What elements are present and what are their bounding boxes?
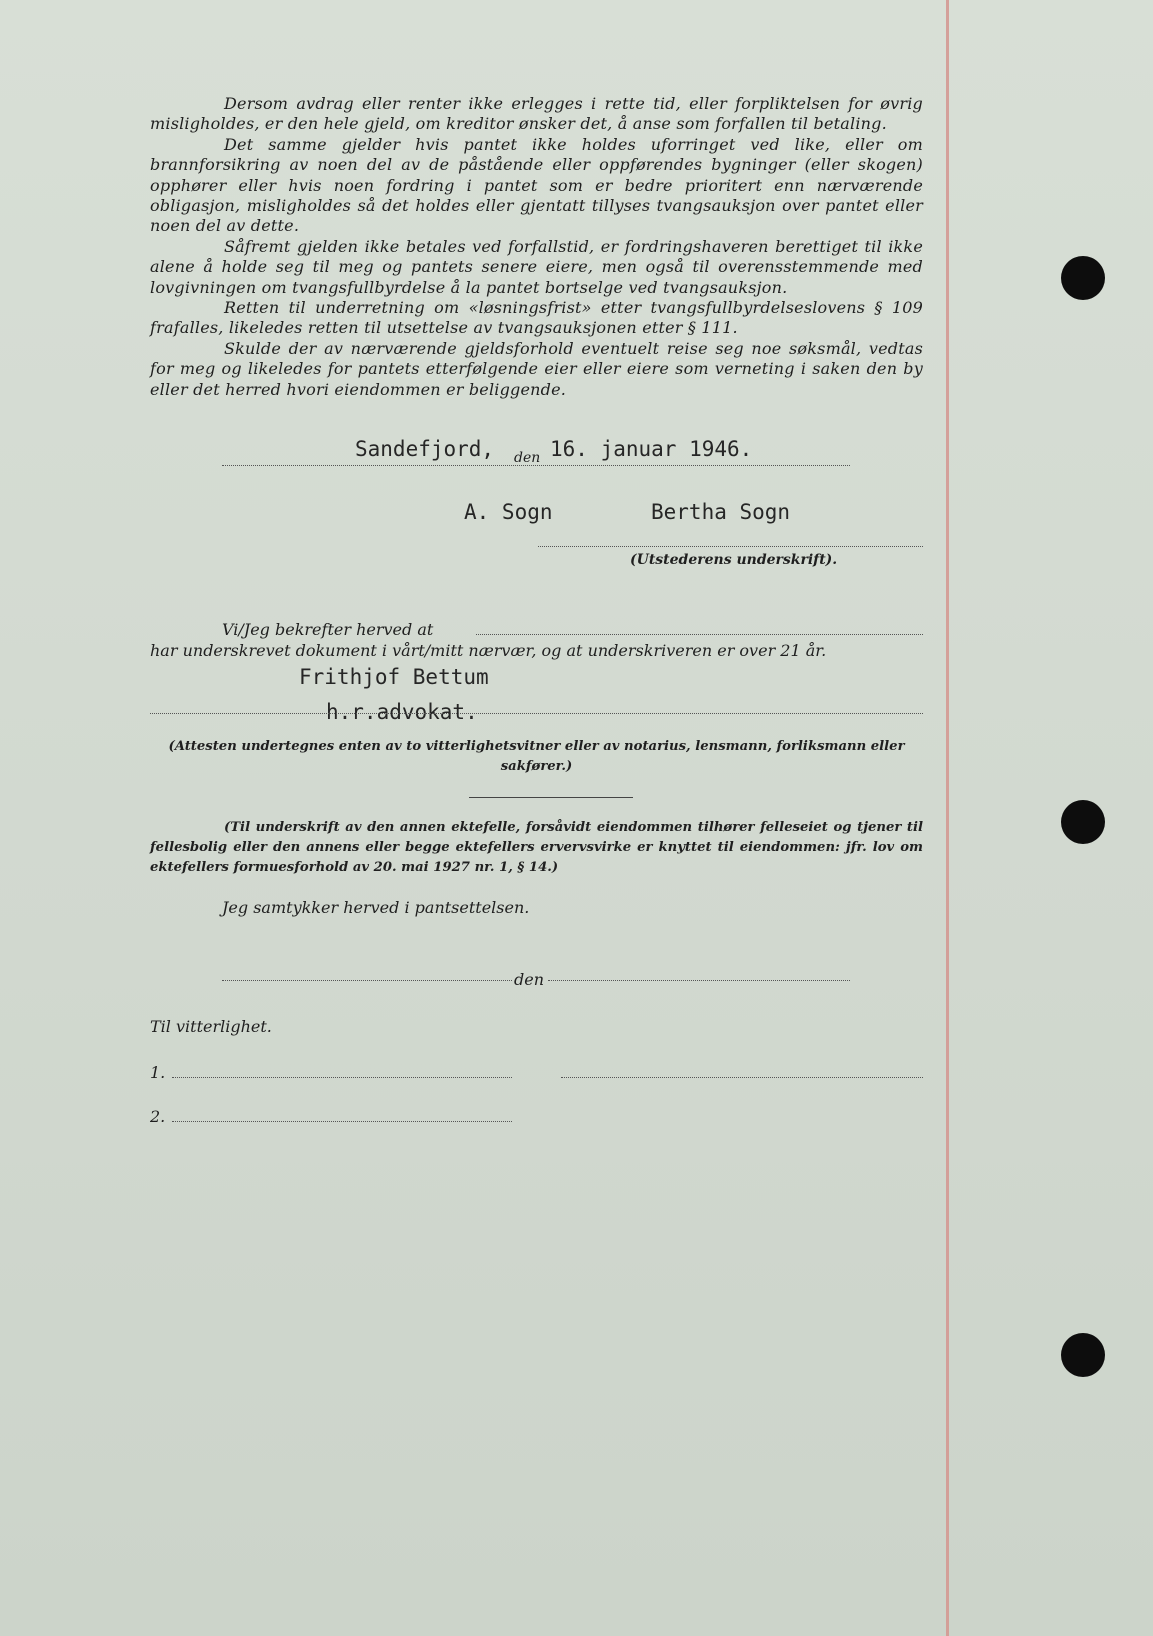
spouse-note [150, 818, 923, 878]
witness-statement: har underskrevet dokument i vårt/mitt nærvær, og at underskriveren er over 21 år. [150, 641, 827, 660]
witnesses-label: Til vitterlighet. [150, 1017, 272, 1036]
punch-hole-icon [1061, 1333, 1105, 1377]
spouse-note-text: (Til underskrift av den annen ektefelle, forsåvidt eiendommen tilhører felleseiet og tjener til fellesbolig eller den annens eller begge ektefellers ervervsvirke er knyttet til eiendommen: jfr. lov om ektefellers formuesforhold av 20. mai 1927 nr. 1, § 14.) [150, 820, 923, 875]
witness-signature-line [150, 713, 923, 714]
spouse-place-line [222, 980, 512, 981]
witness-1-line-right [561, 1077, 923, 1078]
attestation-note: (Attesten undertegnes enten av to vitterlighetsvitner eller av notarius, lensmann, forliksmann eller sakfører.) [168, 739, 905, 774]
witness-2-line [172, 1121, 512, 1122]
signature-line [538, 546, 923, 547]
witness-1-line [172, 1077, 512, 1078]
witness-name-line [476, 634, 923, 635]
witness-name: Frithjof Bettum [299, 665, 489, 689]
clause-redemption: Retten til underretning om «løsningsfrist» etter tvangsfullbyrdelseslovens § 109 frafalles, likeledes retten til utsettelse av tvangsauksjonen etter § 111. [150, 298, 923, 338]
section-divider [469, 797, 633, 798]
punch-hole-icon [1061, 800, 1105, 844]
clause-default: Dersom avdrag eller renter ikke erlegges i rette tid, eller forpliktelsen for øvrig misligholdes, er den hele gjeld, om kreditor ønsker det, å anse som forfallen til betaling. [150, 94, 923, 134]
den-label: den [514, 450, 541, 466]
issue-date: 16. januar 1946. [550, 437, 753, 461]
date-line [222, 465, 850, 466]
place-name: Sandefjord, [355, 437, 495, 461]
witness-statement-start: Vi/Jeg bekrefter herved at [222, 620, 434, 639]
witness-number-2: 2. [150, 1107, 166, 1126]
mortgage-clauses [150, 94, 923, 400]
clause-venue: Skulde der av nærværende gjeldsforhold eventuelt reise seg noe søksmål, vedtas for meg og likeledes for pantets etterfølgende eier eller eiere som verneting i saken den by eller det herred hvori eiendommen er beliggende. [150, 338, 923, 399]
spouse-date-line [548, 980, 850, 981]
issuer-signature-label: (Utstederens underskrift). [630, 552, 838, 568]
red-margin-line [946, 0, 949, 1636]
witness-title: h.r.advokat. [326, 700, 478, 724]
clause-foreclosure: Såfremt gjelden ikke betales ved forfallstid, er fordringshaveren berettiget til ikke alene å holde seg til meg og pantets senere eiere, men også til overensstemmende med lovgivningen om tvangsfullbyrdelse å la pantet bortselge ved tvangsauksjon. [150, 236, 923, 297]
spouse-den-label: den [514, 970, 545, 989]
witness-number-1: 1. [150, 1063, 166, 1082]
punch-hole-icon [1061, 256, 1105, 300]
signer-2-name: Bertha Sogn [651, 500, 791, 524]
clause-fire-insurance: Det samme gjelder hvis pantet ikke holdes uforringet ved like, eller om brannforsikring av noen del av de påstående eller oppførendes bygninger (eller skogen) opphører eller hvis noen fordring i pantet som er bedre prioritert enn nærværende obligasjon, misligholdes så det holdes eller gjentatt tillyses tvangsauksjon over pantet eller noen del av dette. [150, 134, 923, 236]
spouse-consent: Jeg samtykker herved i pantsettelsen. [222, 898, 530, 917]
signer-1-name: A. Sogn [464, 500, 553, 524]
